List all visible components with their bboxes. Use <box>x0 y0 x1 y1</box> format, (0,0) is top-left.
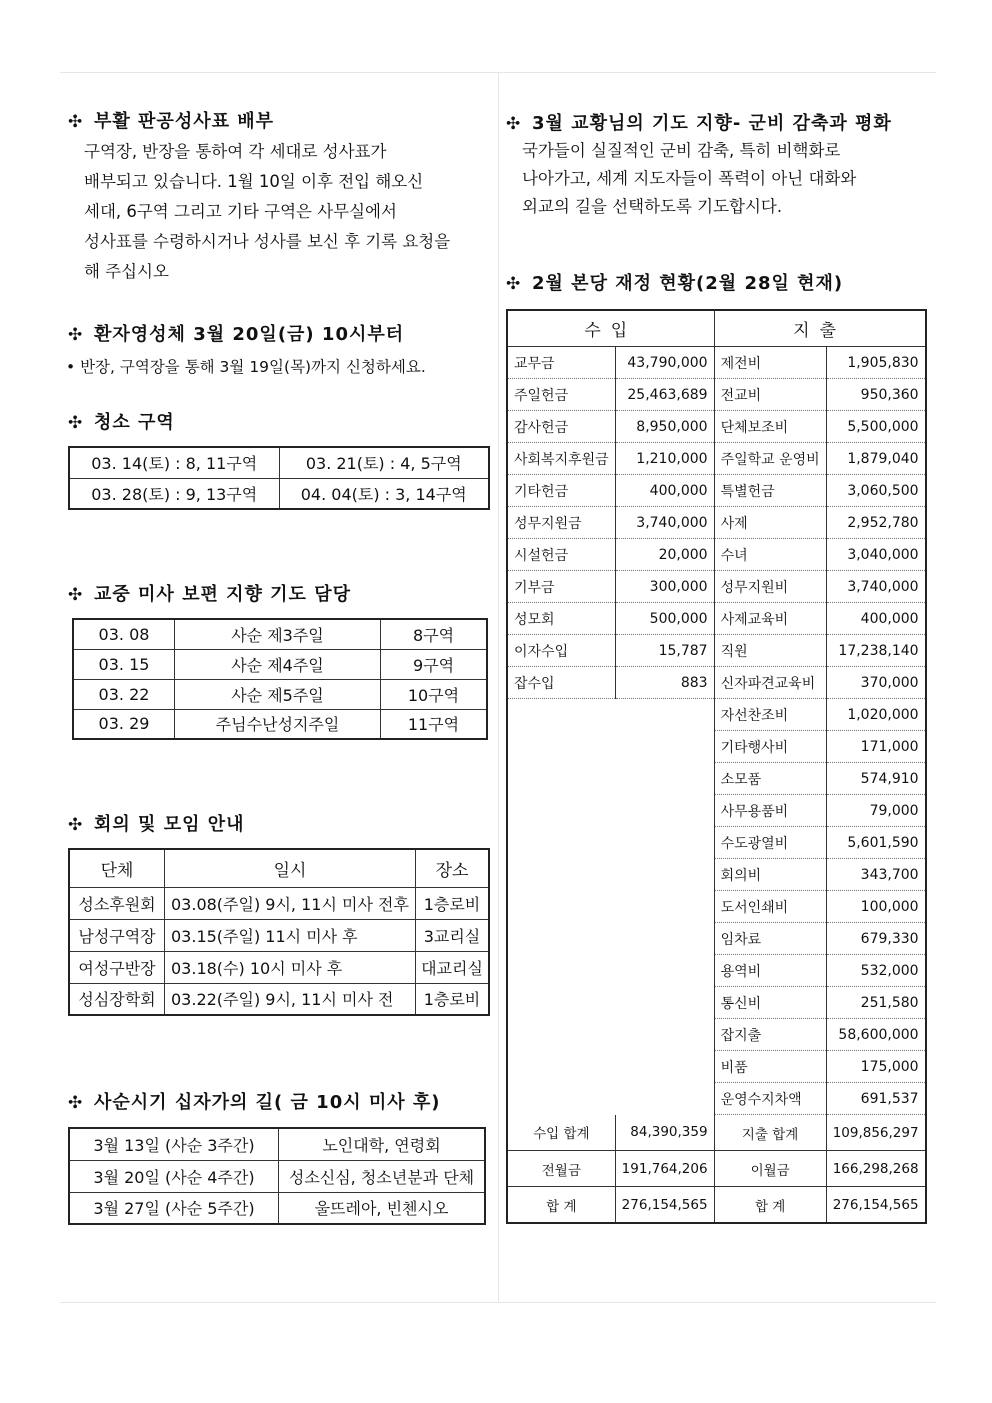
ledger-row <box>507 603 926 635</box>
section-title: 교중 미사 보편 지향 기도 담당 <box>94 584 351 605</box>
expense-amount: 171,000 <box>826 731 925 763</box>
finance-table <box>506 309 927 1224</box>
expense-item: 사무용품비 <box>714 795 826 827</box>
income-item: 감사헌금 <box>507 411 615 443</box>
summary-amount: 276,154,565 <box>615 1187 714 1224</box>
empty-cell <box>507 699 714 1115</box>
table-header: 장소 <box>416 849 490 887</box>
sick-communion-section <box>68 320 426 382</box>
income-item: 시설헌금 <box>507 539 615 571</box>
summary-row <box>507 1151 926 1187</box>
income-amount: 500,000 <box>615 603 714 635</box>
table-cell: 03. 29 <box>73 709 175 739</box>
income-amount: 300,000 <box>615 571 714 603</box>
expense-amount: 58,600,000 <box>826 1019 925 1051</box>
expense-amount: 370,000 <box>826 667 925 699</box>
table-cell: 03. 22 <box>73 679 175 709</box>
expense-item: 단체보조비 <box>714 411 826 443</box>
text-line: 구역장, 반장을 통하여 각 세대로 성사표가 <box>84 142 387 161</box>
expense-item: 제전비 <box>714 347 826 379</box>
income-amount: 20,000 <box>615 539 714 571</box>
summary-label: 이월금 <box>714 1151 826 1187</box>
table-cell: 사순 제5주일 <box>175 679 381 709</box>
expense-amount: 343,700 <box>826 859 925 891</box>
expense-amount: 1,020,000 <box>826 699 925 731</box>
table-cell: 03. 21(토) : 4, 5구역 <box>279 447 489 478</box>
text-line: 배부되고 있습니다. 1월 10일 이후 전입 해오신 <box>84 172 424 191</box>
cross-icon: ✣ <box>506 114 522 134</box>
table-cell: 노인대학, 연령회 <box>279 1128 486 1160</box>
pope-intention-section <box>506 109 892 221</box>
income-item: 성무지원금 <box>507 507 615 539</box>
expense-item: 비품 <box>714 1051 826 1083</box>
expense-amount: 79,000 <box>826 795 925 827</box>
expense-amount: 691,537 <box>826 1083 925 1115</box>
summary-label: 합 계 <box>714 1187 826 1224</box>
table-cell: 03.22(주일) 9시, 11시 미사 전 <box>165 983 416 1015</box>
summary-label: 전월금 <box>507 1151 615 1187</box>
expense-item: 기타행사비 <box>714 731 826 763</box>
stations-section <box>68 1088 486 1225</box>
income-amount: 8,950,000 <box>615 411 714 443</box>
text-line: 국가들이 실질적인 군비 감축, 특히 비핵화로 <box>522 141 841 160</box>
expense-amount: 532,000 <box>826 955 925 987</box>
ledger-row <box>507 475 926 507</box>
section-title: 환자영성체 3월 20일(금) 10시부터 <box>94 324 405 345</box>
expense-item: 수도광열비 <box>714 827 826 859</box>
expense-amount: 3,040,000 <box>826 539 925 571</box>
table-cell: 주님수난성지주일 <box>175 709 381 739</box>
ledger-row <box>507 571 926 603</box>
expense-amount: 3,740,000 <box>826 571 925 603</box>
meetings-table <box>68 848 490 1016</box>
income-amount: 1,210,000 <box>615 443 714 475</box>
section-title: 청소 구역 <box>94 412 175 433</box>
table-cell: 성소후원회 <box>69 887 165 919</box>
ledger-row <box>507 347 926 379</box>
table-cell: 3월 27일 (사순 5주간) <box>69 1192 279 1224</box>
income-amount: 43,790,000 <box>615 347 714 379</box>
section-title: 부활 판공성사표 배부 <box>94 111 275 132</box>
ledger-row <box>507 443 926 475</box>
table-cell: 03. 14(토) : 8, 11구역 <box>69 447 279 478</box>
table-cell: 3월 20일 (사순 4주간) <box>69 1160 279 1192</box>
expense-item: 잡지출 <box>714 1019 826 1051</box>
note-text: • 반장, 구역장을 통해 3월 19일(목)까지 신청하세요. <box>66 358 426 376</box>
ledger-row <box>507 667 926 699</box>
summary-amount: 84,390,359 <box>615 1115 714 1151</box>
section-title: 회의 및 모임 안내 <box>94 814 245 835</box>
text-line: 세대, 6구역 그리고 기타 구역은 사무실에서 <box>84 202 397 221</box>
ledger-row <box>507 411 926 443</box>
expense-item: 운영수지차액 <box>714 1083 826 1115</box>
summary-amount: 276,154,565 <box>826 1187 925 1224</box>
income-amount: 3,740,000 <box>615 507 714 539</box>
section-title: 사순시기 십자가의 길( 금 10시 미사 후) <box>94 1092 441 1113</box>
income-item: 잡수입 <box>507 667 615 699</box>
column-divider <box>498 72 499 1302</box>
ledger-row <box>507 635 926 667</box>
summary-amount: 191,764,206 <box>615 1151 714 1187</box>
stations-table <box>68 1127 486 1225</box>
expense-amount: 175,000 <box>826 1051 925 1083</box>
table-cell: 9구역 <box>381 649 488 679</box>
table-cell: 10구역 <box>381 679 488 709</box>
expense-amount: 950,360 <box>826 379 925 411</box>
expense-amount: 1,905,830 <box>826 347 925 379</box>
income-amount: 883 <box>615 667 714 699</box>
expense-item: 주일학교 운영비 <box>714 443 826 475</box>
table-cell: 03. 08 <box>73 619 175 649</box>
expense-item: 사제교육비 <box>714 603 826 635</box>
income-header: 수입 <box>507 310 714 347</box>
expense-item: 특별헌금 <box>714 475 826 507</box>
table-header: 일시 <box>165 849 416 887</box>
meetings-section <box>68 810 490 1016</box>
expense-item: 신자파견교육비 <box>714 667 826 699</box>
expense-item: 임차료 <box>714 923 826 955</box>
bottom-rule <box>60 1302 936 1303</box>
table-cell: 1층로비 <box>416 983 490 1015</box>
expense-amount: 5,601,590 <box>826 827 925 859</box>
expense-amount: 574,910 <box>826 763 925 795</box>
cross-icon: ✣ <box>68 815 84 835</box>
table-cell: 03.08(주일) 9시, 11시 미사 전후 <box>165 887 416 919</box>
finance-section <box>506 269 927 1224</box>
table-cell: 대교리실 <box>416 951 490 983</box>
expense-item: 직원 <box>714 635 826 667</box>
prayer-table <box>72 618 488 740</box>
table-cell: 3교리실 <box>416 919 490 951</box>
summary-row <box>507 1187 926 1224</box>
expense-amount: 1,879,040 <box>826 443 925 475</box>
income-amount: 400,000 <box>615 475 714 507</box>
income-item: 사회복지후원금 <box>507 443 615 475</box>
income-item: 기부금 <box>507 571 615 603</box>
cross-icon: ✣ <box>68 413 84 433</box>
expense-item: 전교비 <box>714 379 826 411</box>
table-cell: 성심장학회 <box>69 983 165 1015</box>
summary-amount: 166,298,268 <box>826 1151 925 1187</box>
table-cell: 여성구반장 <box>69 951 165 983</box>
prayer-duty-section <box>68 580 488 740</box>
summary-label: 합 계 <box>507 1187 615 1224</box>
cross-icon: ✣ <box>68 325 84 345</box>
ledger-row <box>507 699 926 731</box>
table-cell: 사순 제3주일 <box>175 619 381 649</box>
income-item: 기타헌금 <box>507 475 615 507</box>
expense-amount: 251,580 <box>826 987 925 1019</box>
summary-label: 수입 합계 <box>507 1115 615 1151</box>
ledger-row <box>507 379 926 411</box>
expense-item: 용역비 <box>714 955 826 987</box>
table-cell: 울뜨레아, 빈첸시오 <box>279 1192 486 1224</box>
expense-amount: 5,500,000 <box>826 411 925 443</box>
cleaning-table <box>68 446 490 510</box>
expense-item: 성무지원비 <box>714 571 826 603</box>
easter-confession-section <box>68 107 450 287</box>
table-cell: 03. 15 <box>73 649 175 679</box>
section-title: 3월 교황님의 기도 지향- 군비 감축과 평화 <box>532 113 892 134</box>
income-item: 주일헌금 <box>507 379 615 411</box>
table-cell: 8구역 <box>381 619 488 649</box>
expense-amount: 17,238,140 <box>826 635 925 667</box>
expense-amount: 400,000 <box>826 603 925 635</box>
cross-icon: ✣ <box>68 585 84 605</box>
table-cell: 사순 제4주일 <box>175 649 381 679</box>
summary-amount: 109,856,297 <box>826 1115 925 1151</box>
cross-icon: ✣ <box>506 274 522 294</box>
income-item: 성모회 <box>507 603 615 635</box>
cross-icon: ✣ <box>68 112 84 132</box>
table-cell: 04. 04(토) : 3, 14구역 <box>279 478 489 509</box>
cleaning-section <box>68 408 490 510</box>
expense-item: 사제 <box>714 507 826 539</box>
expense-amount: 3,060,500 <box>826 475 925 507</box>
table-cell: 03.15(주일) 11시 미사 후 <box>165 919 416 951</box>
expense-item: 소모품 <box>714 763 826 795</box>
expense-item: 도서인쇄비 <box>714 891 826 923</box>
text-line: 나아가고, 세계 지도자들이 폭력이 아닌 대화와 <box>522 169 857 188</box>
table-cell: 남성구역장 <box>69 919 165 951</box>
section-title: 2월 본당 재정 현황(2월 28일 현재) <box>532 273 844 294</box>
summary-label: 지출 합계 <box>714 1115 826 1151</box>
text-line: 성사표를 수령하시거나 성사를 보신 후 기록 요청을 <box>84 232 451 251</box>
expense-item: 자선찬조비 <box>714 699 826 731</box>
expense-amount: 679,330 <box>826 923 925 955</box>
expense-item: 수녀 <box>714 539 826 571</box>
table-cell: 성소신심, 청소년분과 단체 <box>279 1160 486 1192</box>
table-header: 단체 <box>69 849 165 887</box>
table-cell: 03.18(수) 10시 미사 후 <box>165 951 416 983</box>
summary-row <box>507 1115 926 1151</box>
expense-header: 지출 <box>714 310 926 347</box>
expense-item: 회의비 <box>714 859 826 891</box>
income-item: 이자수입 <box>507 635 615 667</box>
income-amount: 25,463,689 <box>615 379 714 411</box>
expense-item: 통신비 <box>714 987 826 1019</box>
ledger-row <box>507 507 926 539</box>
cross-icon: ✣ <box>68 1093 84 1113</box>
text-line: 해 주십시오 <box>84 262 169 281</box>
income-amount: 15,787 <box>615 635 714 667</box>
text-line: 외교의 길을 선택하도록 기도합시다. <box>522 197 783 216</box>
ledger-row <box>507 539 926 571</box>
table-cell: 3월 13일 (사순 3주간) <box>69 1128 279 1160</box>
table-cell: 03. 28(토) : 9, 13구역 <box>69 478 279 509</box>
income-item: 교무금 <box>507 347 615 379</box>
expense-amount: 2,952,780 <box>826 507 925 539</box>
expense-amount: 100,000 <box>826 891 925 923</box>
table-cell: 1층로비 <box>416 887 490 919</box>
table-cell: 11구역 <box>381 709 488 739</box>
